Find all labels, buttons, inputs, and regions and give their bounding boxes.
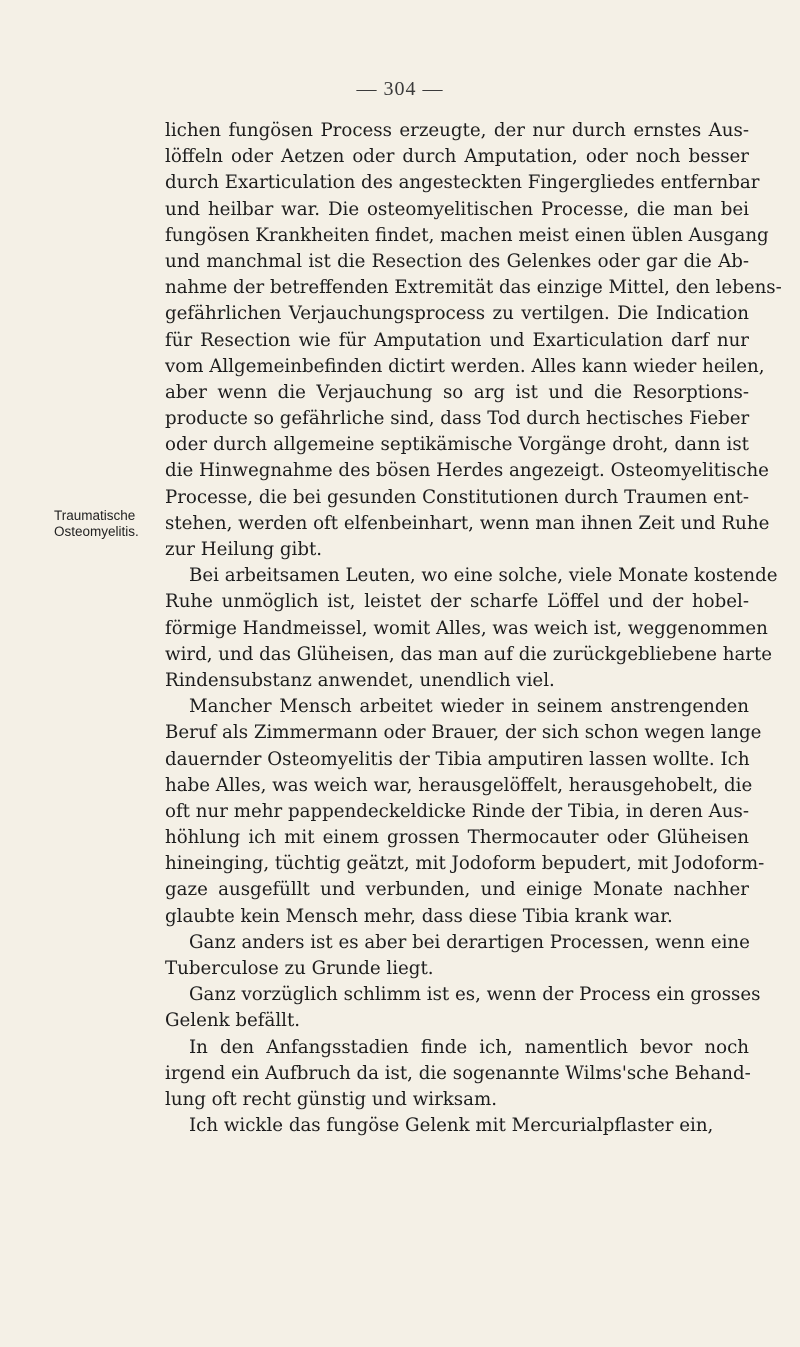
margin-note-line-2: Osteomyelitis. <box>54 524 139 539</box>
text-line: Beruf als Zimmermann oder Brauer, der sich schon wegen lange <box>165 722 762 744</box>
body-text <box>165 118 782 1139</box>
paragraph <box>165 1113 749 1139</box>
text-line: und manchmal ist die Resection des Gelenkes oder gar die Ab- <box>165 250 749 272</box>
text-line: Ganz vorzüglich schlimm ist es, wenn der Process ein grosses <box>189 984 761 1006</box>
text-line: Rindensubstanz anwendet, unendlich viel. <box>165 669 555 691</box>
text-line: lung oft recht günstig und wirksam. <box>165 1088 497 1110</box>
margin-note <box>54 508 144 540</box>
text-line: und heilbar war. Die osteomyelitischen Processe, die man bei <box>165 198 749 220</box>
paragraph <box>165 118 782 563</box>
paragraph <box>165 930 749 982</box>
text-line: stehen, werden oft elfenbeinhart, wenn man ihnen Zeit und Ruhe <box>165 512 770 534</box>
text-line: In den Anfangsstadien finde ich, namentlich bevor noch <box>189 1036 749 1058</box>
text-line: Tuberculose zu Grunde liegt. <box>165 958 434 979</box>
text-line: Processe, die bei gesunden Constitutionen durch Traumen ent- <box>165 486 749 508</box>
text-line: irgend ein Aufbruch da ist, die sogenannte Wilms'sche Behand- <box>165 1062 751 1084</box>
text-line: glaubte kein Mensch mehr, dass diese Tibia krank war. <box>165 905 673 927</box>
text-line: Ruhe unmöglich ist, leistet der scharfe Löffel und der hobel- <box>165 591 749 613</box>
text-line: gaze ausgefüllt und verbunden, und einige Monate nachher <box>165 879 749 901</box>
text-line: wird, und das Glüheisen, das man auf die zurückgebliebene harte <box>165 643 773 665</box>
margin-note-line-1: Traumatische <box>54 508 136 523</box>
text-line: Ganz anders ist es aber bei derartigen Processen, wenn eine <box>189 931 750 953</box>
text-line: Gelenk befällt. <box>165 1010 301 1032</box>
text-line: oft nur mehr pappendeckeldicke Rinde der Tibia, in deren Aus- <box>165 800 749 822</box>
text-line: durch Exarticulation des angesteckten Fingergliedes entfernbar <box>165 172 760 194</box>
text-line: habe Alles, was weich war, herausgelöffelt, herausgehobelt, die <box>165 774 753 796</box>
text-line: vom Allgemeinbefinden dictirt werden. Alles kann wieder heilen, <box>165 355 765 377</box>
text-line: für Resection wie für Amputation und Exarticulation darf nur <box>165 329 749 351</box>
text-line: aber wenn die Verjauchung so arg ist und die Resorptions- <box>165 381 749 403</box>
paragraph <box>165 563 778 694</box>
text-line: förmige Handmeissel, womit Alles, was weich ist, weggenommen <box>165 617 768 639</box>
text-line: Bei arbeitsamen Leuten, wo eine solche, viele Monate kostende <box>189 565 778 587</box>
text-line: nahme der betreffenden Extremität das einzige Mittel, den lebens- <box>165 277 782 299</box>
text-line: gefährlichen Verjauchungsprocess zu vertilgen. Die Indication <box>165 303 749 325</box>
text-line: hineinging, tüchtig geätzt, mit Jodoform bepudert, mit Jodoform- <box>165 853 765 875</box>
text-line: zur Heilung gibt. <box>165 539 323 560</box>
paragraph <box>165 694 765 930</box>
text-line: Mancher Mensch arbeitet wieder in seinem anstrengenden <box>189 696 749 718</box>
text-line: höhlung ich mit einem grossen Thermocauter oder Glüheisen <box>165 827 749 849</box>
page-number: — 304 — <box>356 78 444 100</box>
text-line: dauernder Osteomyelitis der Tibia amputiren lassen wollte. Ich <box>165 748 750 770</box>
paragraph <box>165 982 761 1034</box>
text-line: lichen fungösen Process erzeugte, der nur durch ernstes Aus- <box>165 120 749 141</box>
text-line: oder durch allgemeine septikämische Vorgänge droht, dann ist <box>165 434 749 456</box>
text-line: Ich wickle das fungöse Gelenk mit Mercurialpflaster ein, <box>189 1115 714 1137</box>
text-line: die Hinwegnahme des bösen Herdes angezeigt. Osteomyelitische <box>165 460 769 482</box>
text-line: löffeln oder Aetzen oder durch Amputation, oder noch besser <box>165 146 749 168</box>
paragraph <box>165 1035 749 1114</box>
text-line: fungösen Krankheiten findet, machen meist einen üblen Ausgang <box>165 224 769 246</box>
text-line: producte so gefährliche sind, dass Tod durch hectisches Fieber <box>165 408 750 430</box>
